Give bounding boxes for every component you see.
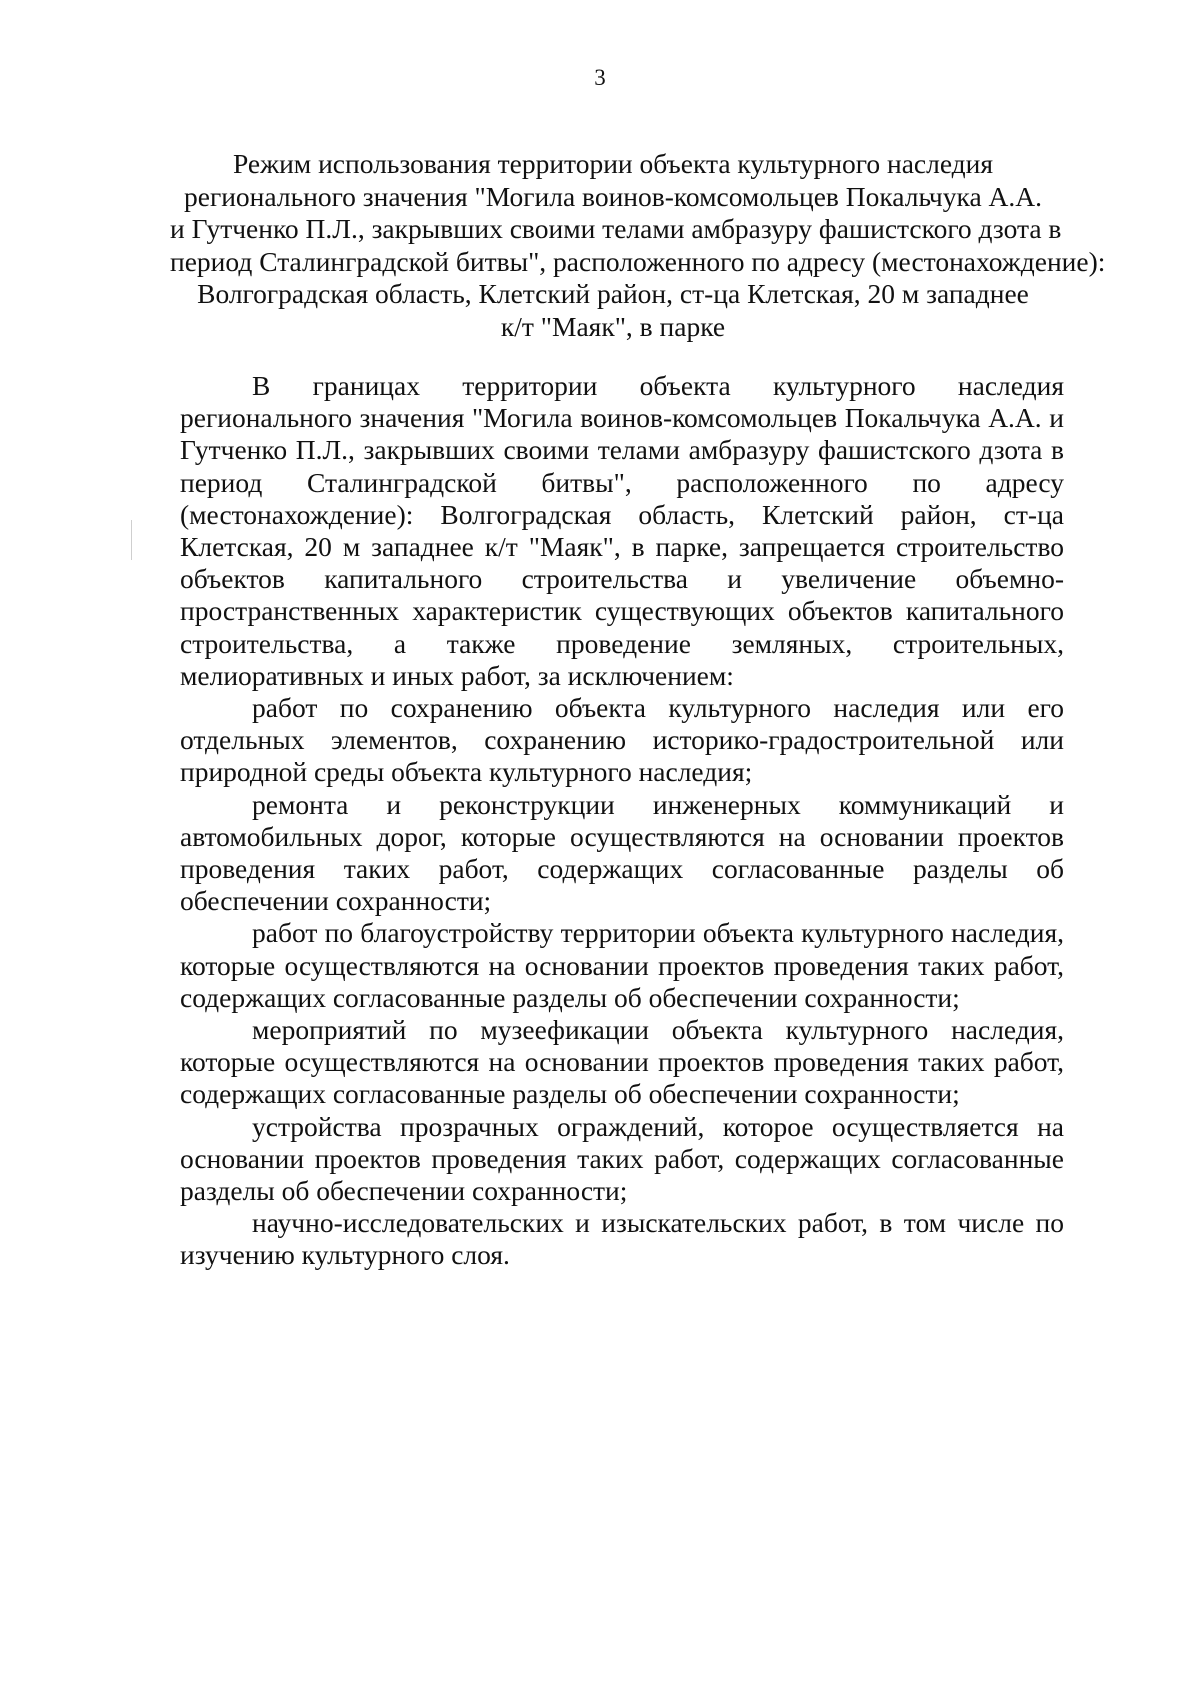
page-number: 3 bbox=[594, 65, 606, 90]
heading-line: Режим использования территории объекта культурного наследия bbox=[232, 148, 994, 179]
intro-paragraph: В границах территории объекта культурного наследия регионального значения "Могила воинов-комсомольцев Покальчука А.А. и Гутченко П.Л., закрывших своими телами амбразуру фашистского дзота в период Сталинградской битвы", расположенного по адресу (местонахождение): Волгоградская область, Клетский район, ст-ца Клетская, 20 м западнее к/т "Маяк", в парке, запрещается строительство объектов капитального строительства и увеличение объемно-пространственных характеристик существующих объектов капитального строительства, а также проведение земляных, строительных, мелиоративных и иных работ, за исключением: bbox=[180, 370, 1064, 691]
exception-item: мероприятий по музеефикации объекта культурного наследия, которые осуществляются на основании проектов проведения таких работ, содержащих согласованные разделы об обеспечении сохранности; bbox=[180, 1014, 1064, 1110]
heading-line: к/т "Маяк", в парке bbox=[500, 310, 726, 342]
heading-line: регионального значения "Могила воинов-комсомольцев Покальчука А.А. bbox=[183, 180, 1043, 212]
document-body bbox=[180, 370, 1064, 1272]
exception-item: работ по благоустройству территории объекта культурного наследия, которые осуществляются на основании проектов проведения таких работ, содержащих согласованные разделы об обеспечении сохранности; bbox=[180, 917, 1064, 1013]
scan-artifact-line bbox=[131, 520, 132, 560]
heading-line: Волгоградская область, Клетский район, ст-ца Клетская, 20 м западнее bbox=[197, 278, 1029, 309]
exception-item: устройства прозрачных ограждений, которое осуществляется на основании проектов проведения таких работ, содержащих согласованные разделы об обеспечении сохранности; bbox=[180, 1110, 1064, 1207]
heading-line: период Сталинградской битвы", расположенного по адресу (местонахождение): bbox=[170, 245, 1106, 277]
exception-item: ремонта и реконструкции инженерных коммуникаций и автомобильных дорог, которые осуществляются на основании проектов проведения таких работ, содержащих согласованные разделы об обеспечении сохранности; bbox=[180, 788, 1064, 917]
heading-line: и Гутченко П.Л., закрывших своими телами амбразуру фашистского дзота в bbox=[170, 213, 1062, 244]
exception-item: научно-исследовательских и изыскательских работ, в том числе по изучению культурного слоя. bbox=[180, 1207, 1064, 1271]
exception-item: работ по сохранению объекта культурного наследия или его отдельных элементов, сохранению историко-градостроительной или природной среды объекта культурного наследия; bbox=[180, 692, 1064, 788]
document-heading bbox=[170, 148, 1106, 343]
